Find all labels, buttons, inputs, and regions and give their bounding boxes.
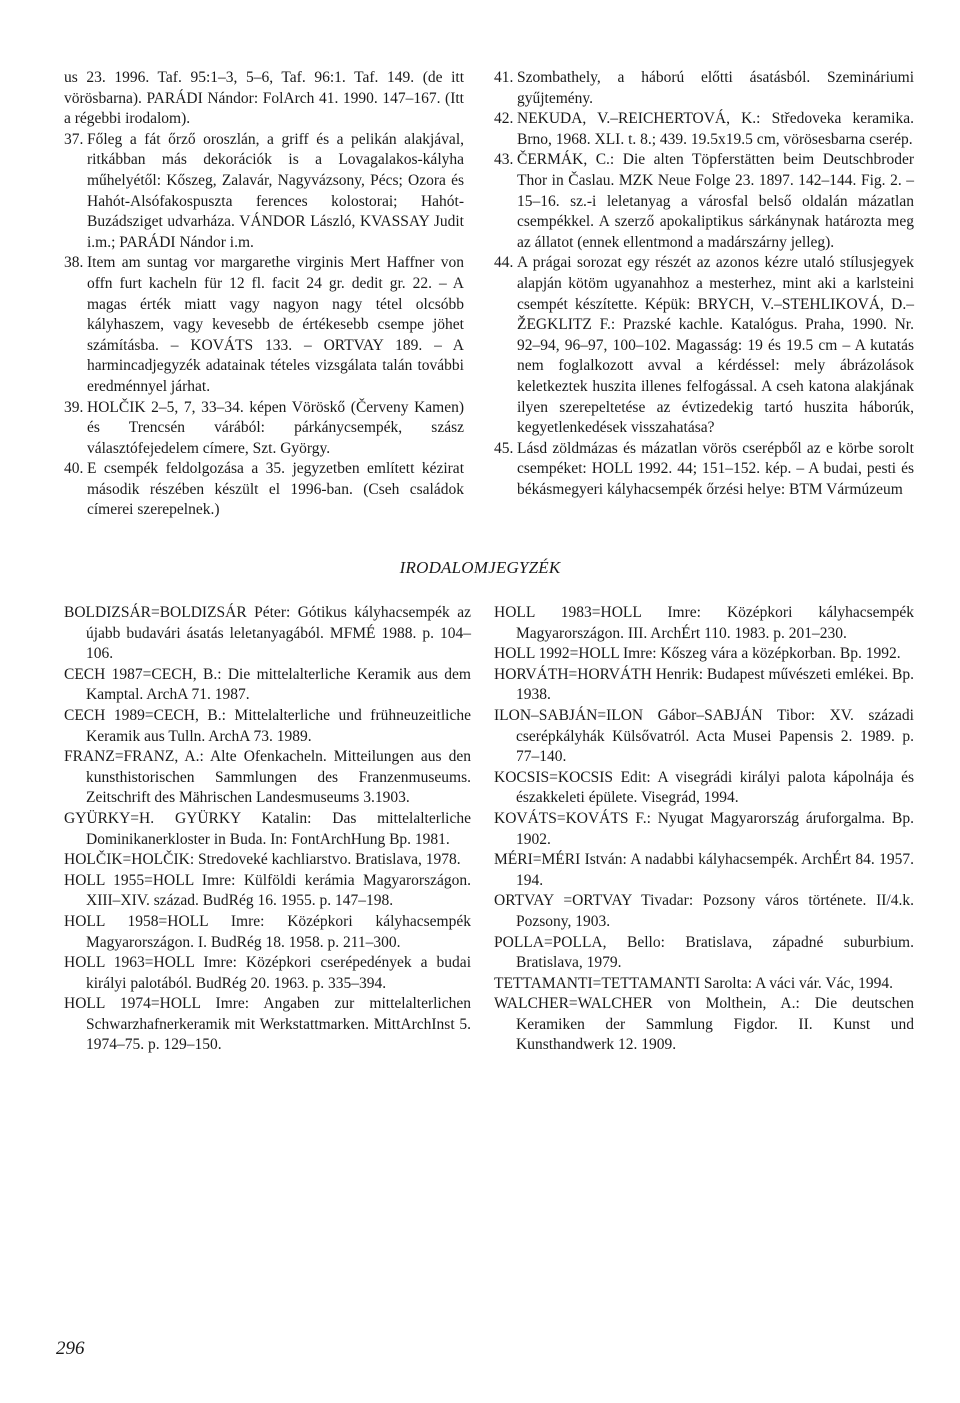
bibliography-entry: HOLL 1963=HOLL Imre: Középkori cserépedények a budai királyi palotából. BudRég 20. 1963. p. 335–394. [64, 954, 471, 992]
footnote-40 [64, 459, 464, 521]
bibliography-entry: HORVÁTH=HORVÁTH Henrik: Budapest művészeti emlékei. Bp. 1938. [494, 665, 914, 704]
footnote-text: Item am suntag vor margarethe virginis Mert Haffner von offn furt kacheln für 12 fl. facit 24 gr. dedit gr. 22. – A magas érték miatt vagy nagyon nagy tétel olcsóbb kályhaszem, vagy kevesebb de értékesebb csempe jöhet számításba. – KOVÁTS 133. – ORTVAY 189. – A harmincadjegyzék adatainak tételes vizsgálata talán további eredménnyel járhat. [87, 254, 464, 395]
page-number: 296 [56, 1338, 85, 1359]
footnote-37 [64, 130, 464, 254]
footnote-number: 42. [494, 110, 514, 128]
footnote-text: NEKUDA, V.–REICHERTOVÁ, K.: Středoveka keramika. Brno, 1968. XLI. t. 8.; 439. 19.5x19.5 cm, vörösesbarna cserép. [517, 110, 914, 148]
bibliography-entry: KOCSIS=KOCSIS Edit: A visegrádi királyi palota kápolnája és északkeleti épülete. Visegrád, 1994. [494, 768, 914, 807]
footnote-text: ČERMÁK, C.: Die alten Töpferstätten beim Deutschbroder Thor in Časlau. MZK Neue Folge 23. 1897. 142–144. Fig. 2. – 15–16. sz.-i leletanyag a városfal belső oldalán mázatlan csempékkel. A szerző apokaliptikus sárkánynak határozta meg az állatot (ennek ellentmond a madárszárny jelleg). [517, 151, 914, 251]
bibliography-entry: HOLL 1992=HOLL Imre: Kőszeg vára a középkorban. Bp. 1992. [494, 645, 901, 663]
bibliography-entry: HOLČIK=HOLČIK: Stredoveké kachliarstvo. Bratislava, 1978. [64, 851, 461, 869]
footnote-42 [494, 109, 914, 150]
footnote-number: 43. [494, 151, 514, 169]
footnote-text: Főleg a fát őrző oroszlán, a griff és a pelikán alakjával, ritkábban más dekorációk is a Lovagalakos-kályha műhelyétől: Kőszeg, Zalavár, Nagyvázsony, Pécs; Ozora és Hahót-Alsófakospuszta ferences kolostorai; Hahót-Buzádsziget udvarháza. VÁNDOR László, KVASSAY Judit i.m.; PARÁDI Nándor i.m. [87, 130, 464, 251]
bibliography-entry: HOLL 1958=HOLL Imre: Középkori kályhacsempék Magyarországon. I. BudRég 18. 1958. p. 211–300. [64, 912, 471, 951]
footnote-38 [64, 253, 464, 397]
bibliography-entry: CECH 1989=CECH, B.: Mittelalterliche und frühneuzeitliche Keramik aus Tulln. ArchA 73. 1989. [64, 706, 471, 745]
footnote-continuation: us 23. 1996. Taf. 95:1–3, 5–6, Taf. 96:1. Taf. 149. (de itt vörösbarna). PARÁDI Nándor: FolArch 41. 1990. 147–167. (Itt a régebbi irodalom). [64, 69, 464, 128]
footnote-44 [494, 253, 914, 438]
footnote-text: Szombathely, a háború előtti ásatásból. Szemináriumi gyűjtemény. [517, 69, 914, 107]
bibliography-right-column [494, 603, 914, 1056]
footnote-text: A prágai sorozat egy részét az azonos kézre utaló stílusjegyek alapján kötöm ugyanahhoz a mesterhez, mint aki a karlsteini csempét készítette. Képük: BRYCH, V.–STEHLIKOVÁ, D.–ŽEGKLITZ F.: Prazské kachle. Katalógus. Praha, 1990. Nr. 92–94, 96–97, 100–102. Magasság: 19 és 19.5 cm – A kutatás nem foglalkozott avval a kérdéssel: mely ábrázolások keletkeztek huszita illenes felfogással. A cseh katona alakjának ilyen szerepeltetése az évtizedekig tartó huszita háborúk, kegyetlenkedések visszahatása? [517, 254, 914, 437]
footnote-number: 40. [64, 460, 84, 478]
bibliography-entry: MÉRI=MÉRI István: A nadabbi kályhacsempék. ArchÉrt 84. 1957. 194. [494, 851, 914, 889]
footnote-text: Lásd zöldmázas és mázatlan vörös cserépből az e körbe sorolt csempéket: HOLL 1992. 44; 151–152. kép. – A budai, pesti és békásmegyeri kályhacsempék őrzési helye: BTM Vármúzeum [517, 439, 914, 498]
bibliography-entry: POLLA=POLLA, Bello: Bratislava, západné suburbium. Bratislava, 1979. [494, 933, 914, 972]
bibliography-left-column [64, 603, 471, 1056]
footnote-text: E csempék feldolgozása a 35. jegyzetben említett kézirat második részében készült el 1996-ban. (Cseh családok címerei szerepelnek.) [87, 460, 464, 519]
bibliography-entry: KOVÁTS=KOVÁTS F.: Nyugat Magyarország áruforgalma. Bp. 1902. [494, 809, 914, 848]
bibliography-entry: HOLL 1983=HOLL Imre: Középkori kályhacsempék Magyarországon. III. ArchÉrt 110. 1983. p. 201–230. [494, 604, 914, 642]
bibliography-entry: BOLDIZSÁR=BOLDIZSÁR Péter: Gótikus kályhacsempék az újabb budavári ásatás leletanyagából. MFMÉ 1988. p. 104–106. [64, 604, 471, 663]
footnotes-left-column [64, 68, 464, 521]
bibliography-entry: CECH 1987=CECH, B.: Die mittelalterliche Keramik aus dem Kamptal. ArchA 71. 1987. [64, 665, 471, 704]
footnote-39 [64, 398, 464, 460]
footnote-number: 45. [494, 439, 514, 457]
section-title: IRODALOMJEGYZÉK [399, 558, 561, 577]
footnote-text: HOLČIK 2–5, 7, 33–34. képen Vöröskő (Červeny Kamen) és Trencsén várából: párkánycsempék, szász választófejedelem címere, Szt. György. [87, 398, 464, 457]
bibliography-entry: ILON–SABJÁN=ILON Gábor–SABJÁN Tibor: XV. századi cserépkályhák Külsővatról. Acta Musei Papensis 2. 1989. p. 77–140. [494, 706, 914, 766]
bibliography-entry: GYÜRKY=H. GYÜRKY Katalin: Das mittelalterliche Dominikanerkloster in Buda. In: FontArchHung Bp. 1981. [64, 809, 471, 848]
bibliography-entry: HOLL 1955=HOLL Imre: Külföldi kerámia Magyarországon. XIII–XIV. század. BudRég 16. 1955. p. 147–198. [64, 871, 471, 910]
bibliography-entry: FRANZ=FRANZ, A.: Alte Ofenkacheln. Mitteilungen aus den kunsthistorischen Sammlungen des Franzenmuseums. Zeitschrift des Mährischen Landesmuseums 3.1903. [64, 748, 471, 807]
footnote-number: 37. [64, 130, 84, 148]
footnote-number: 38. [64, 254, 84, 272]
footnote-number: 39. [64, 398, 84, 416]
footnote-number: 44. [494, 254, 514, 272]
bibliography-entry: TETTAMANTI=TETTAMANTI Sarolta: A váci vár. Vác, 1994. [494, 974, 893, 992]
bibliography-entry: ORTVAY =ORTVAY Tivadar: Pozsony város története. II/4.k. Pozsony, 1903. [494, 892, 914, 930]
footnotes-right-column [494, 68, 914, 500]
footnote-43 [494, 150, 914, 253]
bibliography-entry: WALCHER=WALCHER von Molthein, A.: Die deutschen Keramiken der Sammlung Figdor. II. Kunst und Kunsthandwerk 12. 1909. [494, 995, 914, 1054]
footnote-number: 41. [494, 69, 514, 86]
footnote-41 [494, 68, 914, 109]
footnote-45 [494, 439, 914, 501]
bibliography-entry: HOLL 1974=HOLL Imre: Angaben zur mittelalterlichen Schwarzhafnerkeramik mit Werkstattmarken. MittArchInst 5. 1974–75. p. 129–150. [64, 995, 471, 1054]
